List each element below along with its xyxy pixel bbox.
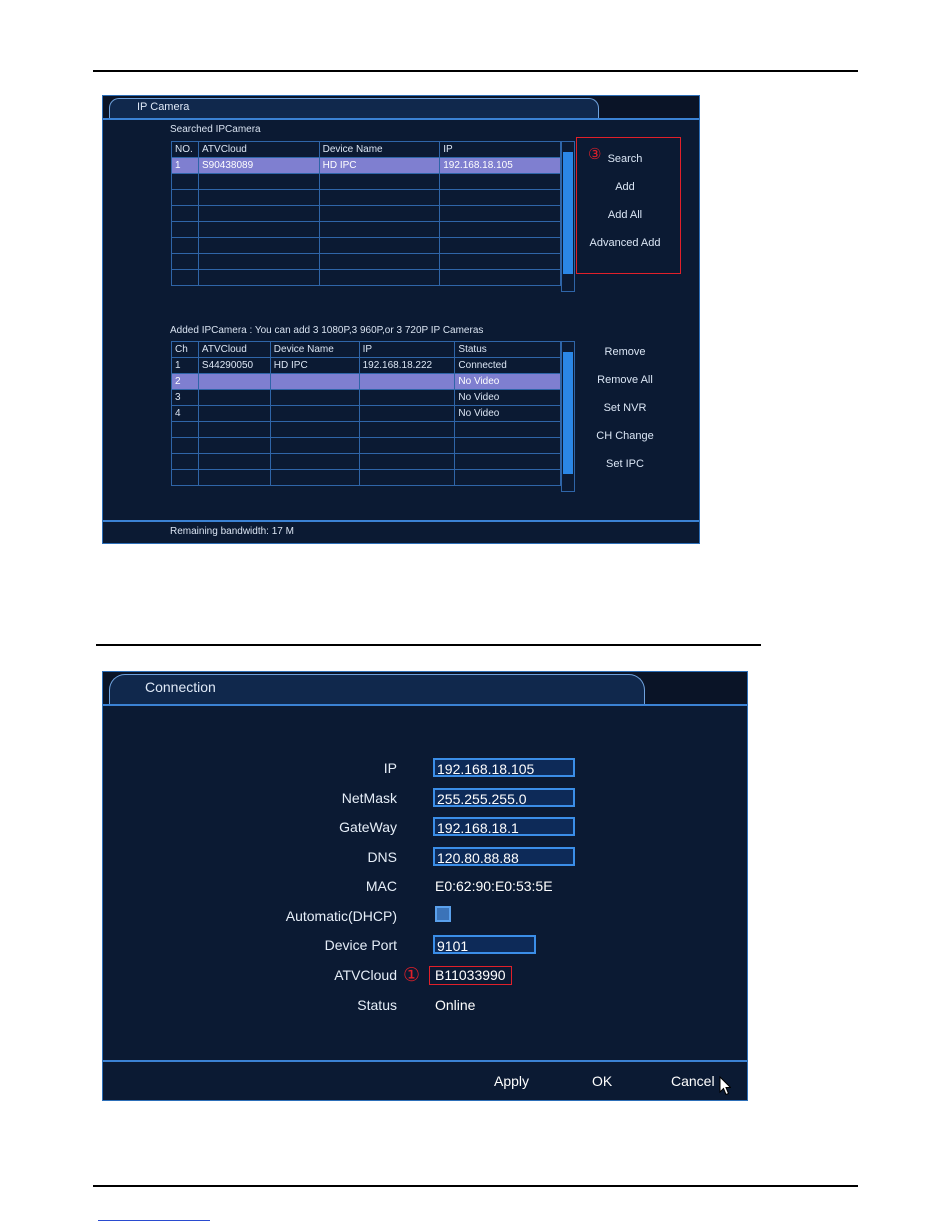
searched-header-row <box>172 142 561 158</box>
searched-header-cell: NO. <box>172 142 199 158</box>
added-table-row[interactable] <box>172 374 561 390</box>
added-table-cell <box>359 406 455 422</box>
added-table-cell <box>198 406 270 422</box>
annotation-3-icon: ③ <box>588 146 602 163</box>
added-table-row[interactable] <box>172 438 561 454</box>
searched-table-cell <box>319 254 440 270</box>
added-table-cell: HD IPC <box>270 358 359 374</box>
added-table-cell <box>198 390 270 406</box>
searched-table-cell <box>440 238 561 254</box>
searched-table-cell <box>172 174 199 190</box>
ip-label: IP <box>383 760 397 776</box>
added-table-row[interactable] <box>172 422 561 438</box>
searched-table-cell <box>440 222 561 238</box>
device-port-label: Device Port <box>324 937 397 953</box>
added-table-cell <box>172 454 199 470</box>
ip-camera-window <box>102 95 700 544</box>
status-value: Online <box>435 997 476 1013</box>
searched-table-cell <box>440 270 561 286</box>
added-header-cell: IP <box>359 342 455 358</box>
atvcloud-value: B11033990 <box>429 966 512 985</box>
searched-table-cell <box>319 190 440 206</box>
added-header-cell: Status <box>455 342 561 358</box>
searched-table-cell <box>440 174 561 190</box>
added-table-cell <box>359 374 455 390</box>
set-ipc-button[interactable]: Set IPC <box>606 458 644 470</box>
searched-table-cell: 192.168.18.105 <box>440 158 561 174</box>
searched-table-row[interactable] <box>172 254 561 270</box>
searched-table-cell <box>172 238 199 254</box>
searched-table-row[interactable] <box>172 174 561 190</box>
added-table-cell <box>198 470 270 486</box>
search-button[interactable]: Search <box>607 153 643 165</box>
added-table-row[interactable] <box>172 358 561 374</box>
ip-camera-title-divider <box>103 118 699 120</box>
searched-table-cell <box>319 174 440 190</box>
added-table-cell: 1 <box>172 358 199 374</box>
mac-value: E0:62:90:E0:53:5E <box>435 878 553 894</box>
added-table-cell: 4 <box>172 406 199 422</box>
added-camera-table <box>171 341 561 486</box>
searched-table-cell <box>319 206 440 222</box>
added-table-cell <box>270 406 359 422</box>
footer-link-underline <box>98 1220 210 1221</box>
add-button[interactable]: Add <box>615 181 635 193</box>
added-table-cell: 2 <box>172 374 199 390</box>
dhcp-label: Automatic(DHCP) <box>285 908 397 924</box>
searched-table-row[interactable] <box>172 270 561 286</box>
added-table-cell <box>359 390 455 406</box>
cancel-button[interactable]: Cancel <box>671 1073 715 1089</box>
searched-table-cell <box>172 190 199 206</box>
remove-button[interactable]: Remove <box>604 346 646 358</box>
gateway-label: GateWay <box>339 819 397 835</box>
footer-rule <box>93 1185 858 1187</box>
searched-table-cell <box>440 190 561 206</box>
added-header-cell: Device Name <box>270 342 359 358</box>
added-table-cell: 3 <box>172 390 199 406</box>
set-nvr-button[interactable]: Set NVR <box>603 402 647 414</box>
apply-button[interactable]: Apply <box>494 1073 530 1089</box>
added-table-cell <box>172 470 199 486</box>
added-table-cell: S44290050 <box>198 358 270 374</box>
added-header-cell: Ch <box>172 342 199 358</box>
dns-field[interactable]: 120.80.88.88 <box>433 847 575 866</box>
searched-table-row[interactable] <box>172 206 561 222</box>
searched-header-cell: ATVCloud <box>198 142 319 158</box>
added-table-cell: No Video <box>455 406 561 422</box>
connection-footer-divider <box>103 1060 747 1062</box>
searched-table-cell: 1 <box>172 158 199 174</box>
searched-table-cell: S90438089 <box>198 158 319 174</box>
connection-title: Connection <box>145 679 216 695</box>
added-table-row[interactable] <box>172 390 561 406</box>
searched-ipcamera-label: Searched IPCamera <box>170 124 261 135</box>
added-table-cell <box>359 422 455 438</box>
advanced-add-button[interactable]: Advanced Add <box>589 237 661 249</box>
added-ipcamera-label: Added IPCamera : You can add 3 1080P,3 960P,or 3 720P IP Cameras <box>170 325 484 336</box>
remaining-bandwidth: Remaining bandwidth: 17 M <box>170 526 294 537</box>
added-table-cell <box>455 438 561 454</box>
searched-table-cell <box>319 222 440 238</box>
dns-label: DNS <box>367 849 397 865</box>
added-table-cell <box>198 454 270 470</box>
ip-field[interactable]: 192.168.18.105 <box>433 758 575 777</box>
added-table-row[interactable] <box>172 470 561 486</box>
header-rule <box>93 70 858 72</box>
searched-table-cell <box>198 270 319 286</box>
ch-change-button[interactable]: CH Change <box>596 430 654 442</box>
searched-table-cell <box>198 206 319 222</box>
netmask-label: NetMask <box>341 790 397 806</box>
remove-all-button[interactable]: Remove All <box>597 374 653 386</box>
searched-header-cell: Device Name <box>319 142 440 158</box>
added-table-cell <box>198 374 270 390</box>
added-table-cell <box>359 454 455 470</box>
added-table-cell <box>198 438 270 454</box>
searched-table-cell <box>198 238 319 254</box>
added-table-cell <box>455 422 561 438</box>
added-table-cell <box>455 470 561 486</box>
section-rule <box>96 644 761 646</box>
added-header-cell: ATVCloud <box>198 342 270 358</box>
searched-table-cell: HD IPC <box>319 158 440 174</box>
searched-table-cell <box>198 222 319 238</box>
add-all-button[interactable]: Add All <box>607 209 643 221</box>
searched-table-row[interactable] <box>172 158 561 174</box>
ok-button[interactable]: OK <box>592 1073 613 1089</box>
ip-camera-title: IP Camera <box>137 101 190 113</box>
searched-table-row[interactable] <box>172 190 561 206</box>
searched-header-cell: IP <box>440 142 561 158</box>
connection-window <box>102 671 748 1101</box>
connection-title-divider <box>103 704 747 706</box>
added-table-cell: No Video <box>455 390 561 406</box>
added-table-cell <box>270 374 359 390</box>
searched-table-cell <box>198 174 319 190</box>
bandwidth-divider <box>103 520 699 522</box>
searched-table-cell <box>172 222 199 238</box>
status-label: Status <box>357 997 397 1013</box>
added-header-row <box>172 342 561 358</box>
added-table-row[interactable] <box>172 406 561 422</box>
added-table-cell <box>270 390 359 406</box>
mac-label: MAC <box>365 878 397 894</box>
searched-table-cell <box>172 270 199 286</box>
added-table-cell <box>270 422 359 438</box>
searched-table-cell <box>319 270 440 286</box>
added-table-cell: 192.168.18.222 <box>359 358 455 374</box>
added-table-cell: No Video <box>455 374 561 390</box>
netmask-field[interactable]: 255.255.255.0 <box>433 788 575 807</box>
searched-table-row[interactable] <box>172 238 561 254</box>
added-table-cell <box>359 438 455 454</box>
searched-table-cell <box>198 254 319 270</box>
atvcloud-label: ATVCloud <box>334 967 397 983</box>
searched-table-cell <box>440 254 561 270</box>
added-table-cell: Connected <box>455 358 561 374</box>
added-table-cell <box>270 454 359 470</box>
searched-camera-table <box>171 141 561 286</box>
added-table-cell <box>359 470 455 486</box>
searched-table-cell <box>319 238 440 254</box>
added-table-cell <box>172 438 199 454</box>
dhcp-checkbox[interactable] <box>435 906 451 922</box>
searched-table-cell <box>172 206 199 222</box>
device-port-field[interactable]: 9101 <box>433 935 536 954</box>
added-table-cell <box>270 438 359 454</box>
added-table-row[interactable] <box>172 454 561 470</box>
added-table-cell <box>172 422 199 438</box>
added-table-cell <box>455 454 561 470</box>
mouse-pointer-icon <box>719 1076 731 1096</box>
searched-table-row[interactable] <box>172 222 561 238</box>
added-table-cell <box>198 422 270 438</box>
gateway-field[interactable]: 192.168.18.1 <box>433 817 575 836</box>
annotation-1-icon: ① <box>403 965 421 986</box>
searched-table-cell <box>198 190 319 206</box>
searched-table-cell <box>172 254 199 270</box>
searched-table-cell <box>440 206 561 222</box>
added-table-cell <box>270 470 359 486</box>
